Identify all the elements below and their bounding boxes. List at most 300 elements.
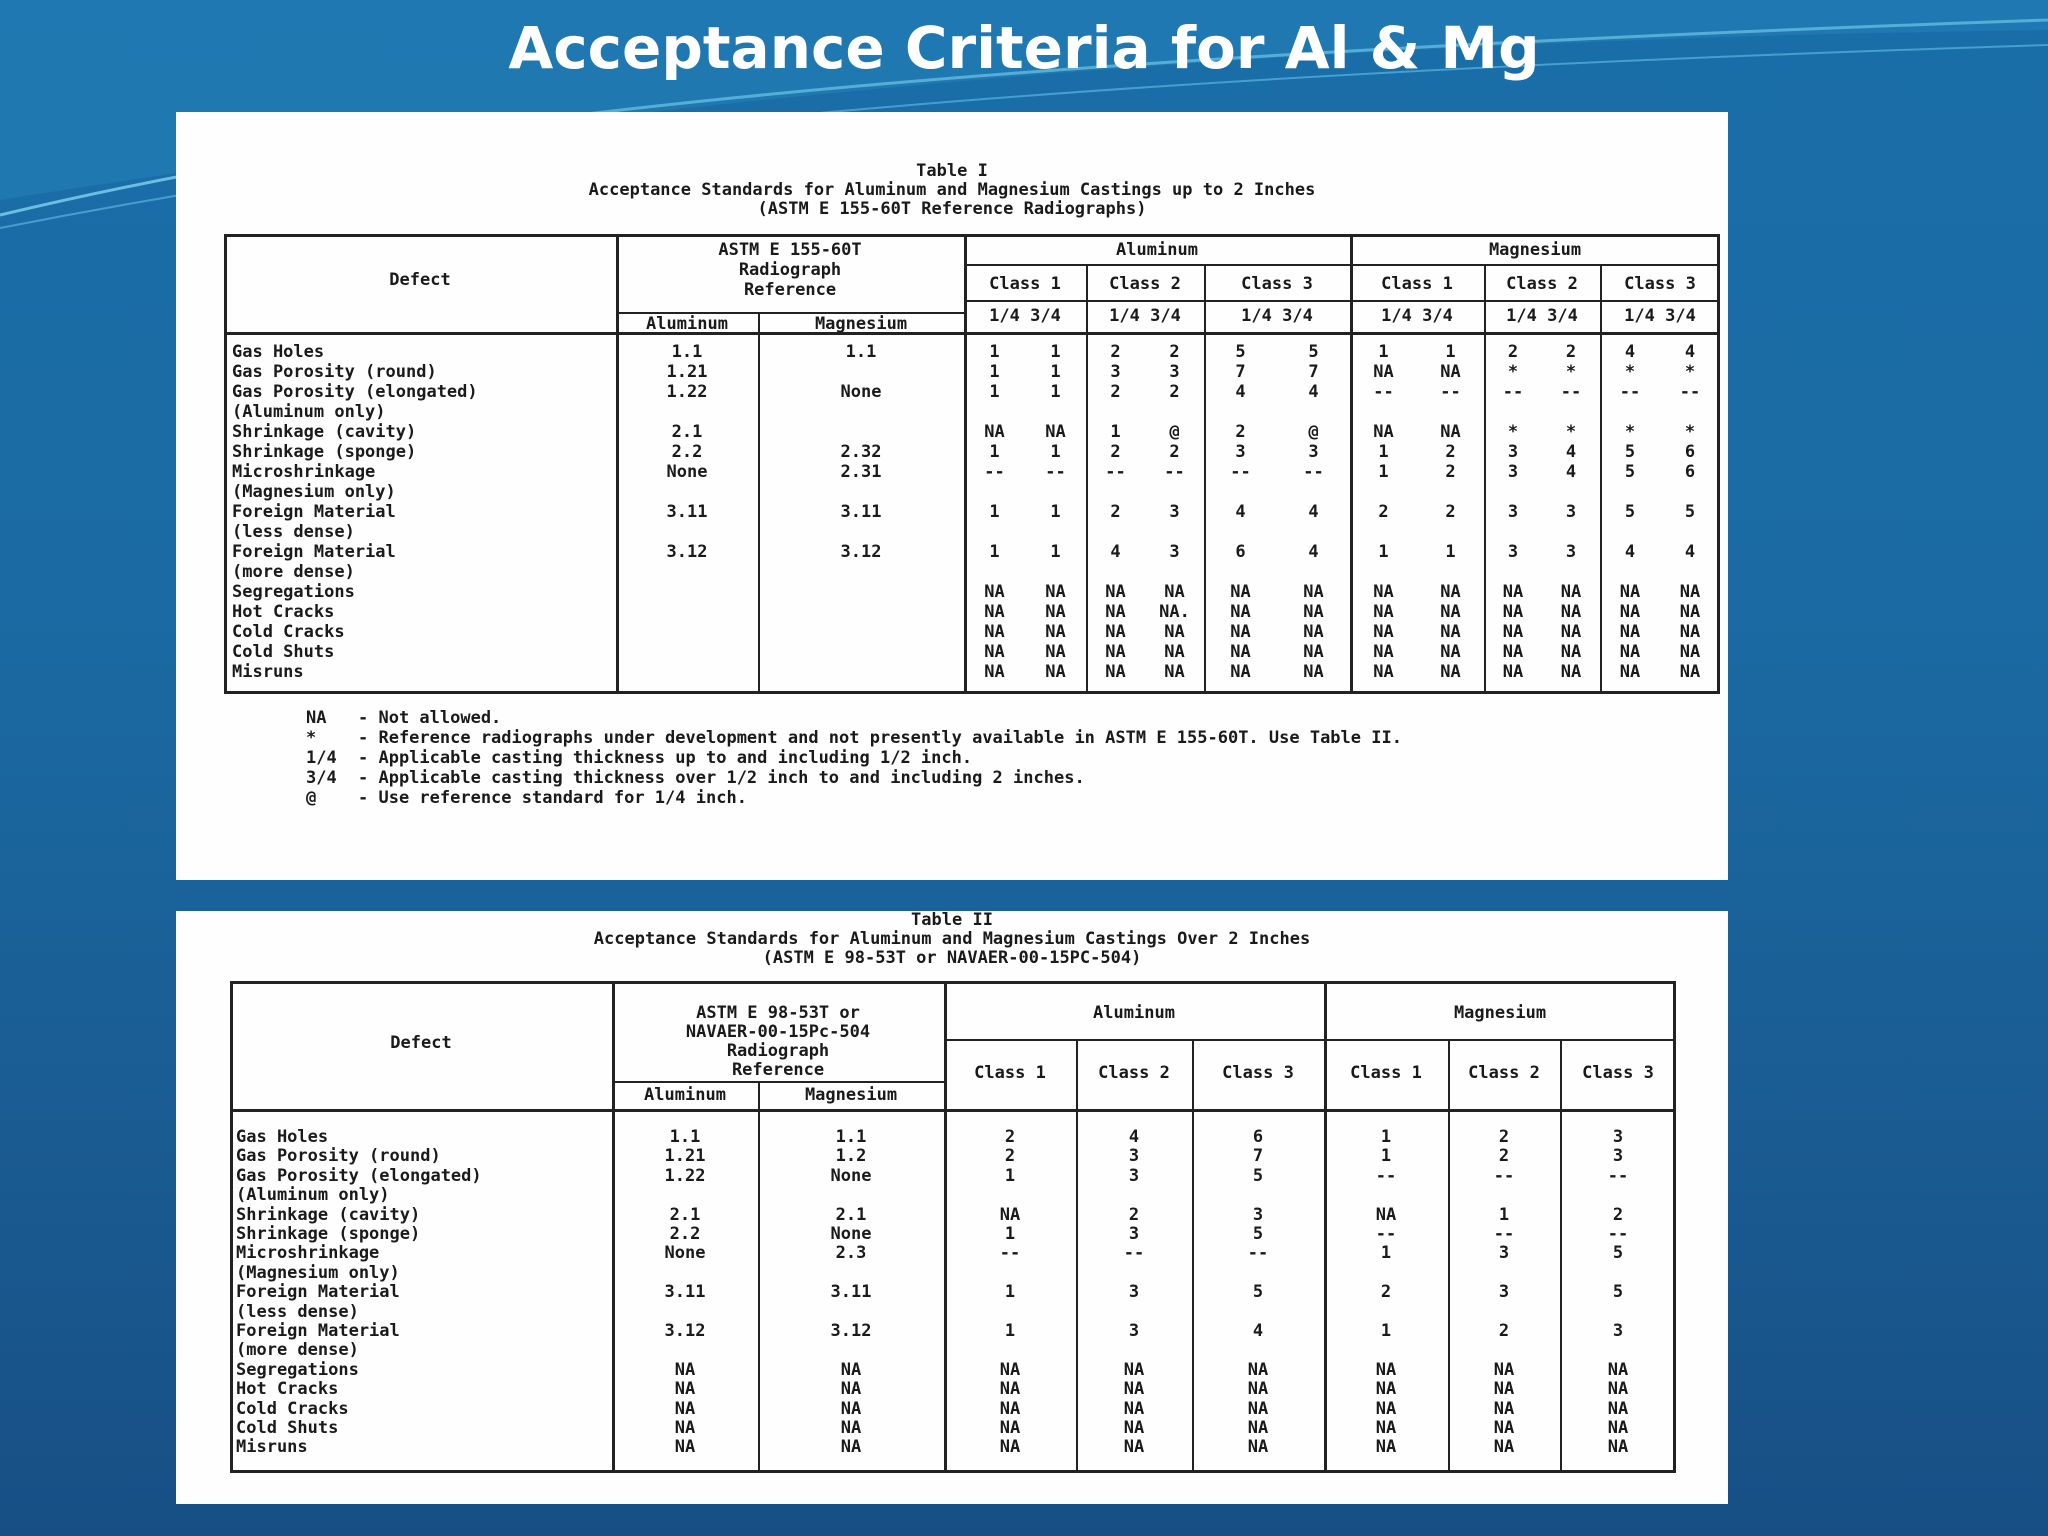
defect-label: Gas Holes [232, 342, 325, 362]
defect-header: Defect [389, 270, 451, 290]
acceptance-value: NA [984, 642, 1005, 662]
acceptance-value: 2 [1110, 442, 1121, 462]
thickness-header: 1/4 3/4 [1624, 306, 1696, 326]
note-text: - Use reference standard for 1/4 inch. [358, 788, 747, 808]
note-row [306, 708, 1402, 728]
acceptance-value: 1 [989, 342, 1000, 362]
table-rule [224, 234, 1720, 237]
defect-label: (Magnesium only) [232, 482, 396, 502]
acceptance-value: -- [1493, 1224, 1515, 1244]
defect-label: (less dense) [236, 1301, 359, 1322]
reference-aluminum-value: None [664, 1243, 706, 1264]
acceptance-value: 2 [1498, 1146, 1510, 1167]
acceptance-value: 2 [1380, 1282, 1392, 1303]
acceptance-value: -- [1440, 382, 1461, 402]
defect-label: (less dense) [232, 522, 355, 542]
defect-label: Cold Shuts [236, 1418, 339, 1438]
reference-magnesium-value: 2.31 [840, 462, 882, 482]
class-header: Class 2 [1098, 1063, 1170, 1083]
defect-label: (more dense) [232, 562, 355, 582]
acceptance-value: NA [1493, 1437, 1515, 1458]
defect-label: (more dense) [236, 1340, 359, 1361]
acceptance-value: 4 [1252, 1321, 1264, 1341]
acceptance-value: NA [1560, 582, 1582, 602]
acceptance-value: NA [1607, 1418, 1629, 1438]
acceptance-value: 3 [1565, 502, 1577, 522]
defect-label: Hot Cracks [232, 602, 335, 622]
acceptance-value: 3 [1498, 1243, 1510, 1264]
acceptance-value: NA [1375, 1359, 1397, 1380]
acceptance-value: 2 [1565, 342, 1577, 362]
acceptance-value: 1 [1050, 542, 1061, 562]
reference-magnesium-value: 3.12 [830, 1321, 872, 1341]
acceptance-value: -- [1679, 382, 1701, 402]
table-1-caption-line: (ASTM E 155-60T Reference Radiographs) [757, 199, 1147, 219]
acceptance-value: 3 [1128, 1282, 1140, 1303]
acceptance-value: -- [1502, 382, 1524, 402]
reference-header: Reference [743, 280, 837, 300]
reference-magnesium-header: Magnesium [814, 314, 908, 334]
acceptance-value: NA [1303, 642, 1324, 662]
acceptance-value: NA [1247, 1437, 1269, 1458]
acceptance-value: 2 [1378, 502, 1389, 522]
reference-magnesium-value: 3.12 [840, 542, 882, 562]
acceptance-value: NA [999, 1418, 1021, 1438]
acceptance-value: NA [1045, 642, 1066, 662]
defect-label: Cold Shuts [232, 642, 335, 662]
acceptance-value: * [1684, 362, 1696, 382]
acceptance-value: 3 [1498, 1282, 1510, 1303]
acceptance-value: 5 [1624, 462, 1636, 482]
acceptance-value: 2 [1235, 422, 1246, 442]
acceptance-value: NA [1440, 642, 1461, 662]
acceptance-value: 5 [1252, 1224, 1264, 1244]
aluminum-header: Aluminum [1116, 240, 1198, 260]
table-rule [230, 981, 233, 1473]
reference-magnesium-value: NA [840, 1437, 862, 1458]
reference-aluminum-value: NA [674, 1418, 696, 1438]
acceptance-value: 5 [1612, 1282, 1624, 1303]
acceptance-value: NA [1440, 602, 1461, 622]
reference-magnesium-value: NA [840, 1379, 862, 1400]
acceptance-value: NA [1105, 642, 1126, 662]
acceptance-value: 1 [1050, 382, 1061, 402]
defect-label: Shrinkage (cavity) [232, 422, 417, 442]
reference-magnesium-value: 2.1 [835, 1204, 867, 1225]
acceptance-value: 1 [1004, 1321, 1016, 1341]
reference-magnesium-value: 1.1 [835, 1127, 867, 1147]
acceptance-value: NA [1247, 1418, 1269, 1438]
acceptance-value: -- [1375, 1224, 1397, 1244]
defect-label: Foreign Material [236, 1282, 400, 1303]
table-2-caption-line: Acceptance Standards for Aluminum and Magnesium Castings Over 2 Inches [593, 929, 1311, 949]
acceptance-value: NA [1440, 622, 1461, 642]
reference-header: ASTM E 98-53T or [696, 1003, 860, 1023]
thickness-header: 1/4 3/4 [1241, 306, 1313, 326]
note-key: 1/4 [306, 748, 337, 768]
acceptance-value: 4 [1308, 382, 1319, 402]
note-text: - Applicable casting thickness over 1/2 inch to and including 2 inches. [358, 768, 1085, 788]
table-1-image [176, 112, 1728, 880]
acceptance-value: NA [1045, 582, 1066, 602]
acceptance-value: -- [984, 462, 1005, 482]
acceptance-value: 1 [989, 502, 1000, 522]
defect-label: Microshrinkage [236, 1243, 380, 1264]
table-rule [224, 332, 1720, 335]
acceptance-value: NA [1230, 602, 1251, 622]
acceptance-value: NA [1045, 422, 1066, 442]
table-2-caption-line: (ASTM E 98-53T or NAVAER-00-15PC-504) [762, 948, 1142, 968]
acceptance-value: 3 [1252, 1204, 1264, 1225]
acceptance-value: NA [1247, 1379, 1269, 1400]
acceptance-value: NA [984, 622, 1005, 642]
acceptance-value: NA [1123, 1398, 1145, 1419]
acceptance-value: NA [1123, 1379, 1145, 1400]
acceptance-value: 1 [1050, 442, 1061, 462]
acceptance-value: NA [984, 662, 1005, 682]
acceptance-value: NA [1373, 622, 1394, 642]
acceptance-value: 1 [1378, 542, 1389, 562]
acceptance-value: NA [1123, 1437, 1145, 1458]
acceptance-value: 2 [1445, 462, 1456, 482]
acceptance-value: NA [1493, 1398, 1515, 1419]
acceptance-value: NA [1440, 662, 1461, 682]
reference-aluminum-value: NA [674, 1379, 696, 1400]
acceptance-value: -- [1303, 462, 1324, 482]
acceptance-value: * [1624, 362, 1636, 382]
reference-magnesium-value: 1.2 [835, 1146, 867, 1167]
table-rule [224, 691, 1720, 694]
acceptance-value: NA [984, 422, 1005, 442]
class-header: Class 2 [1468, 1063, 1540, 1083]
acceptance-value: 4 [1565, 462, 1577, 482]
reference-aluminum-header: Aluminum [646, 314, 728, 334]
acceptance-value: 1 [1110, 422, 1121, 442]
acceptance-value: 2 [1445, 442, 1456, 462]
acceptance-value: NA [1230, 642, 1251, 662]
acceptance-value: NA [999, 1204, 1021, 1225]
acceptance-value: 2 [1110, 382, 1121, 402]
acceptance-value: NA [1619, 622, 1641, 642]
acceptance-value: NA [1679, 582, 1701, 602]
acceptance-value: 1 [1380, 1321, 1392, 1341]
thickness-header: 1/4 3/4 [1381, 306, 1453, 326]
acceptance-value: NA. [1159, 602, 1190, 622]
note-key: 3/4 [306, 768, 337, 788]
table-rule [224, 234, 227, 694]
defect-header: Defect [390, 1033, 452, 1053]
acceptance-value: NA [1375, 1437, 1397, 1458]
acceptance-value: -- [1493, 1165, 1515, 1186]
thickness-header: 1/4 3/4 [1109, 306, 1181, 326]
reference-magnesium-value: 2.3 [835, 1243, 867, 1264]
acceptance-value: * [1507, 362, 1519, 382]
acceptance-value: 7 [1235, 362, 1246, 382]
note-row [306, 788, 1402, 808]
acceptance-value: 1 [1004, 1165, 1016, 1186]
acceptance-value: 3 [1565, 542, 1577, 562]
acceptance-value: NA [1247, 1359, 1269, 1380]
acceptance-value: 4 [1308, 502, 1319, 522]
acceptance-value: NA [1560, 602, 1582, 622]
defect-label: Gas Porosity (round) [232, 362, 437, 382]
class-header: Class 1 [974, 1063, 1046, 1083]
defect-label: (Magnesium only) [236, 1262, 400, 1283]
acceptance-value: NA [1502, 602, 1524, 622]
acceptance-value: * [1684, 422, 1696, 442]
acceptance-value: -- [1045, 462, 1066, 482]
acceptance-value: 4 [1565, 442, 1577, 462]
acceptance-value: 2 [1445, 502, 1456, 522]
acceptance-value: 3 [1507, 442, 1519, 462]
defect-label: (Aluminum only) [236, 1185, 390, 1206]
acceptance-value: NA [1493, 1418, 1515, 1438]
reference-magnesium-value: None [830, 1165, 872, 1186]
table-2 [230, 981, 1676, 1473]
acceptance-value: 7 [1252, 1146, 1264, 1167]
acceptance-value: NA [1679, 662, 1701, 682]
acceptance-value: NA [999, 1359, 1021, 1380]
acceptance-value: NA [1045, 602, 1066, 622]
acceptance-value: NA [1679, 642, 1701, 662]
acceptance-value: NA [1560, 622, 1582, 642]
reference-aluminum-value: 2.1 [671, 422, 703, 442]
table-rule [964, 300, 1720, 302]
table-rule [230, 1470, 1676, 1473]
defect-label: Shrinkage (cavity) [236, 1204, 421, 1225]
reference-magnesium-value: NA [840, 1359, 862, 1380]
acceptance-value: 1 [1380, 1127, 1392, 1147]
acceptance-value: NA [1560, 662, 1582, 682]
acceptance-value: NA [1164, 622, 1185, 642]
acceptance-value: NA [1105, 662, 1126, 682]
acceptance-value: 4 [1235, 382, 1246, 402]
acceptance-value: 6 [1252, 1127, 1264, 1147]
reference-aluminum-value: 1.22 [664, 1165, 706, 1186]
acceptance-value: NA [1123, 1359, 1145, 1380]
acceptance-value: 2 [1110, 502, 1121, 522]
note-text: - Applicable casting thickness up to and including 1/2 inch. [358, 748, 973, 768]
table-rule [944, 1039, 1676, 1041]
acceptance-value: NA [1105, 582, 1126, 602]
acceptance-value: NA [1502, 642, 1524, 662]
table-1-caption [176, 162, 1728, 219]
defect-label: Shrinkage (sponge) [236, 1224, 421, 1244]
aluminum-header: Aluminum [1093, 1003, 1175, 1023]
defect-label: Misruns [232, 662, 304, 682]
reference-aluminum-value: 3.12 [664, 1321, 706, 1341]
acceptance-value: NA [984, 582, 1005, 602]
acceptance-value: 2 [1498, 1127, 1510, 1147]
acceptance-value: 5 [1235, 342, 1246, 362]
acceptance-value: 1 [1378, 342, 1389, 362]
acceptance-value: 5 [1308, 342, 1319, 362]
reference-aluminum-value: 2.2 [669, 1224, 701, 1244]
acceptance-value: 2 [1169, 442, 1180, 462]
acceptance-value: 2 [1128, 1204, 1140, 1225]
table-rule [964, 264, 1720, 266]
acceptance-value: -- [1105, 462, 1126, 482]
note-row [306, 768, 1402, 788]
acceptance-value: NA [1440, 582, 1461, 602]
acceptance-value: 7 [1308, 362, 1319, 382]
defect-label: (Aluminum only) [232, 402, 386, 422]
acceptance-value: 1 [1004, 1282, 1016, 1303]
table-rule [230, 981, 1676, 984]
acceptance-value: NA [1230, 662, 1251, 682]
magnesium-header: Magnesium [1453, 1003, 1547, 1023]
reference-aluminum-value: 1.1 [671, 342, 703, 362]
acceptance-value: NA [1045, 662, 1066, 682]
note-key: @ [306, 788, 317, 808]
acceptance-value: -- [1375, 1165, 1397, 1186]
reference-aluminum-value: 1.1 [669, 1127, 701, 1147]
class-header: Class 1 [989, 274, 1061, 294]
defect-label: Gas Porosity (round) [236, 1146, 441, 1167]
slide-title: Acceptance Criteria for Al & Mg [508, 14, 1540, 82]
reference-aluminum-value: 1.21 [664, 1146, 706, 1167]
acceptance-value: NA [1373, 642, 1394, 662]
acceptance-value: -- [1123, 1243, 1145, 1264]
acceptance-value: -- [1560, 382, 1582, 402]
acceptance-value: 6 [1235, 542, 1246, 562]
defect-label: Hot Cracks [236, 1379, 339, 1400]
acceptance-value: 3 [1507, 502, 1519, 522]
acceptance-value: 4 [1684, 542, 1696, 562]
acceptance-value: 1 [1445, 342, 1456, 362]
defect-label: Shrinkage (sponge) [232, 442, 417, 462]
thickness-header: 1/4 3/4 [989, 306, 1061, 326]
class-header: Class 1 [1350, 1063, 1422, 1083]
reference-header: ASTM E 155-60T [718, 240, 862, 260]
acceptance-value: NA [1375, 1418, 1397, 1438]
acceptance-value: 2 [1498, 1321, 1510, 1341]
reference-magnesium-value: NA [840, 1398, 862, 1419]
defect-label: Microshrinkage [232, 462, 376, 482]
acceptance-value: * [1507, 422, 1519, 442]
acceptance-value: 1 [1050, 342, 1061, 362]
acceptance-value: -- [1230, 462, 1251, 482]
acceptance-value: 1 [989, 542, 1000, 562]
acceptance-value: 2 [1110, 342, 1121, 362]
table-1-notes [306, 708, 1402, 808]
reference-aluminum-value: 1.21 [666, 362, 708, 382]
reference-aluminum-value: 2.2 [671, 442, 703, 462]
acceptance-value: 3 [1507, 462, 1519, 482]
acceptance-value: NA [1502, 622, 1524, 642]
acceptance-value: 3 [1169, 502, 1180, 522]
acceptance-value: NA [1679, 622, 1701, 642]
thickness-header: 1/4 3/4 [1506, 306, 1578, 326]
reference-magnesium-value: 3.11 [830, 1282, 872, 1303]
acceptance-value: NA [1247, 1398, 1269, 1419]
acceptance-value: NA [1123, 1418, 1145, 1438]
acceptance-value: 5 [1252, 1165, 1264, 1186]
acceptance-value: NA [1045, 622, 1066, 642]
acceptance-value: NA [1440, 422, 1461, 442]
acceptance-value: NA [1619, 602, 1641, 622]
acceptance-value: 1 [1050, 502, 1061, 522]
acceptance-value: 3 [1612, 1146, 1624, 1167]
acceptance-value: * [1624, 422, 1636, 442]
acceptance-value: 1 [989, 442, 1000, 462]
acceptance-value: NA [1105, 622, 1126, 642]
acceptance-value: 1 [1378, 442, 1389, 462]
acceptance-value: 5 [1624, 502, 1636, 522]
acceptance-value: 3 [1235, 442, 1246, 462]
class-header: Class 3 [1222, 1063, 1294, 1083]
acceptance-value: 5 [1612, 1243, 1624, 1264]
acceptance-value: NA [1105, 602, 1126, 622]
acceptance-value: NA [1607, 1398, 1629, 1419]
acceptance-value: NA [1303, 622, 1324, 642]
acceptance-value: -- [999, 1243, 1021, 1264]
defect-label: Gas Porosity (elongated) [236, 1165, 482, 1186]
table-2-caption [176, 911, 1728, 968]
reference-aluminum-value: NA [674, 1398, 696, 1419]
acceptance-value: 3 [1308, 442, 1319, 462]
acceptance-value: 5 [1252, 1282, 1264, 1303]
acceptance-value: NA [1375, 1398, 1397, 1419]
acceptance-value: 2 [1169, 342, 1180, 362]
reference-aluminum-value: 2.1 [669, 1204, 701, 1225]
acceptance-value: NA [1493, 1379, 1515, 1400]
acceptance-value: 4 [1235, 502, 1246, 522]
note-text: - Not allowed. [358, 708, 502, 728]
acceptance-value: 1 [1004, 1224, 1016, 1244]
acceptance-value: NA [1619, 662, 1641, 682]
reference-magnesium-value: 3.11 [840, 502, 882, 522]
acceptance-value: @ [1169, 422, 1180, 442]
acceptance-value: NA [1607, 1437, 1629, 1458]
acceptance-value: 4 [1308, 542, 1319, 562]
defect-label: Segregations [232, 582, 355, 602]
class-header: Class 3 [1241, 274, 1313, 294]
reference-aluminum-value: NA [674, 1437, 696, 1458]
acceptance-value: -- [1164, 462, 1185, 482]
defect-label: Foreign Material [232, 542, 396, 562]
class-header: Class 3 [1582, 1063, 1654, 1083]
acceptance-value: NA [1493, 1359, 1515, 1380]
acceptance-value: NA [1560, 642, 1582, 662]
table-1-caption-line: Table I [916, 161, 988, 181]
table-rule [230, 1109, 1676, 1112]
reference-aluminum-value: 3.11 [666, 502, 708, 522]
acceptance-value: 1 [1378, 462, 1389, 482]
reference-magnesium-value: None [830, 1224, 872, 1244]
acceptance-value: NA [1373, 582, 1394, 602]
acceptance-value: 3 [1128, 1146, 1140, 1167]
acceptance-value: 1 [1380, 1146, 1392, 1167]
acceptance-value: 4 [1128, 1127, 1140, 1147]
note-row [306, 748, 1402, 768]
acceptance-value: 3 [1169, 362, 1180, 382]
reference-header: Radiograph [726, 1041, 830, 1061]
acceptance-value: @ [1308, 422, 1319, 442]
defect-label: Foreign Material [236, 1321, 400, 1341]
acceptance-value: 2 [1612, 1204, 1624, 1225]
acceptance-value: NA [1303, 582, 1324, 602]
acceptance-value: 4 [1624, 342, 1636, 362]
acceptance-value: NA [999, 1398, 1021, 1419]
note-row [306, 728, 1402, 748]
reference-magnesium-value: NA [840, 1418, 862, 1438]
acceptance-value: 1 [989, 362, 1000, 382]
acceptance-value: NA [1303, 602, 1324, 622]
reference-header: Reference [731, 1060, 825, 1080]
defect-label: Segregations [236, 1359, 359, 1380]
acceptance-value: 3 [1612, 1127, 1624, 1147]
